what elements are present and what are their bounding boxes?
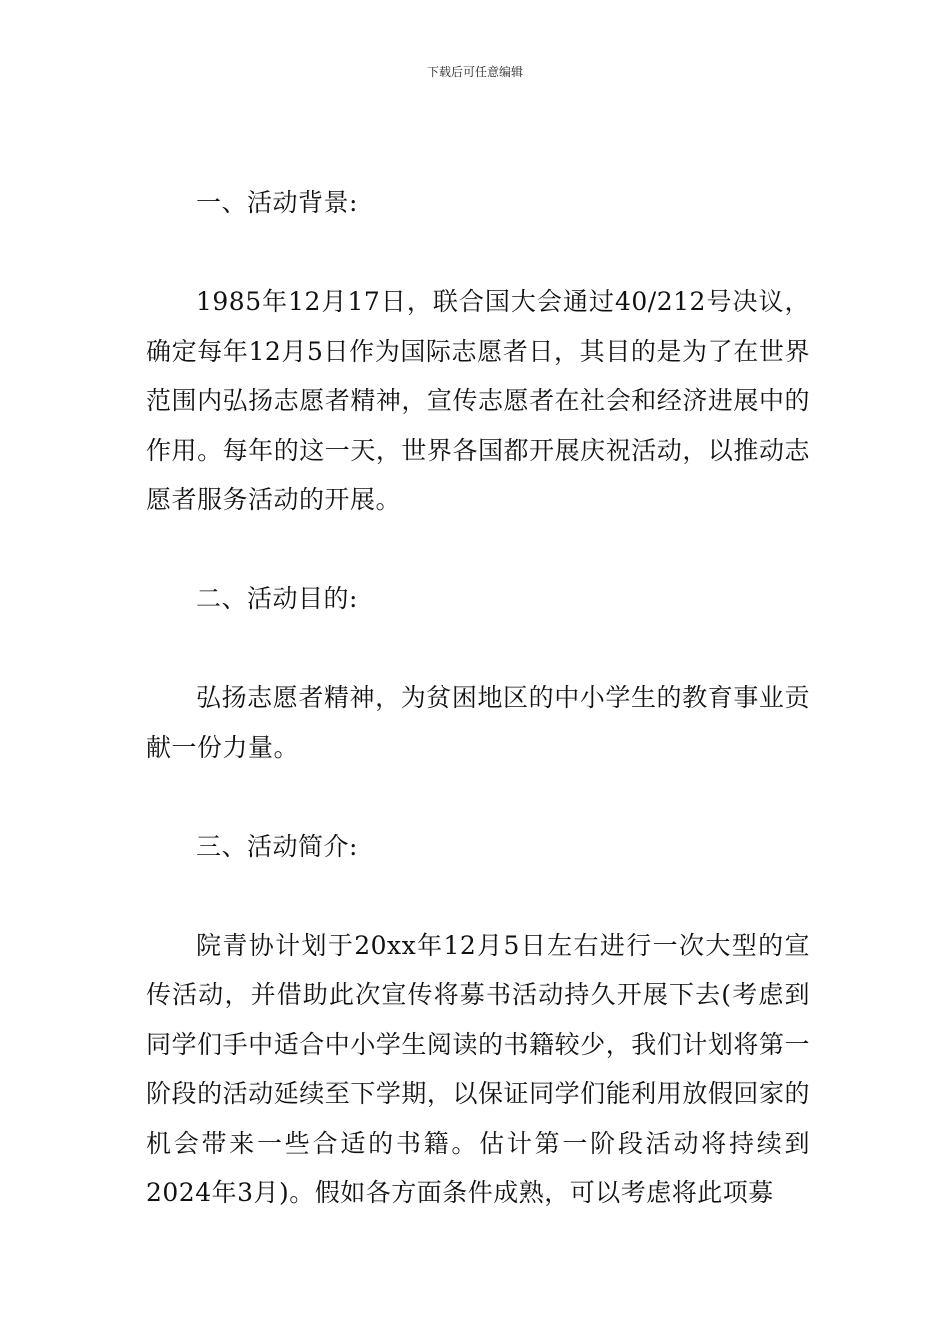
paragraph-gap (146, 624, 810, 674)
paragraph-background: 1985年12月17日，联合国大会通过40/212号决议，确定每年12月5日作为国际志愿者日，其目的是为了在世界范围内弘扬志愿者精神，宣传志愿者在社会和经济进展中的作用。每年的这一天，世界各国都开展庆祝活动，以推动志愿者服务活动的开展。 (146, 287, 810, 514)
paragraph-intro: 院青协计划于20xx年12月5日左右进行一次大型的宣传活动，并借助此次宣传将募书活动持久开展下去(考虑到同学们手中适合中小学生阅读的书籍较少，我们计划将第一阶段的活动延续至下学期，以保证同学们能利用放假回家的机会带来一些合适的书籍。估计第一阶段活动将持续到2024年3月)。假如各方面条件成熟，可以考虑将此项募 (146, 930, 810, 1207)
paragraph-gap (146, 871, 810, 921)
paragraph-gap (146, 228, 810, 278)
paragraph-gap (146, 525, 810, 575)
document-body (146, 178, 810, 1218)
section-heading-intro: 三、活动简介: (196, 831, 358, 861)
section-heading-purpose: 二、活动目的: (196, 584, 358, 613)
section-heading-background: 一、活动背景: (196, 188, 358, 217)
paragraph-purpose: 弘扬志愿者精神，为贫困地区的中小学生的教育事业贡献一份力量。 (146, 683, 810, 762)
paragraph-gap (146, 772, 810, 822)
header-note: 下载后可任意编辑 (426, 65, 523, 79)
